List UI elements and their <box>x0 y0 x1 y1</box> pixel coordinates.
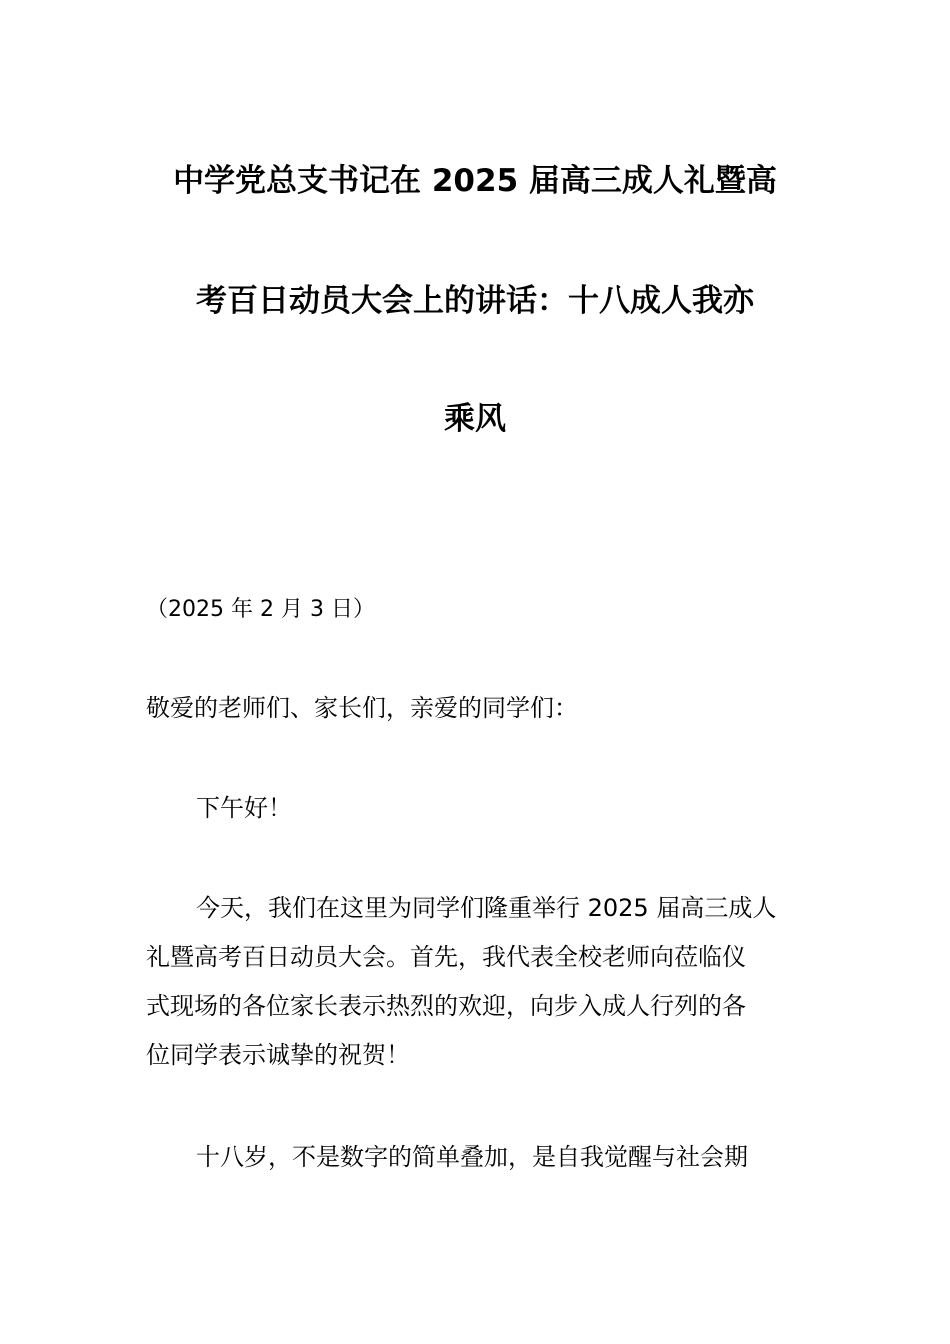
paragraph-1 <box>146 884 811 1080</box>
paragraph-1-line: 礼暨高考百日动员大会。首先，我代表全校老师向莅临仪 <box>146 943 746 971</box>
paragraph-1-line: 式现场的各位家长表示热烈的欢迎，向步入成人行列的各 <box>146 992 746 1020</box>
salutation: 敬爱的老师们、家长们，亲爱的同学们： <box>146 694 578 722</box>
document-title-line-2: 考百日动员大会上的讲话：十八成人我亦 <box>196 283 754 319</box>
paragraph-1-line: 今天，我们在这里为同学们隆重举行 2025 届高三成人 <box>196 894 777 922</box>
paragraph-1-line: 位同学表示诚挚的祝贺！ <box>146 1041 410 1069</box>
document-title-line-1: 中学党总支书记在 2025 届高三成人礼暨高 <box>173 163 777 199</box>
speech-date: （2025 年 2 月 3 日） <box>146 597 375 622</box>
paragraph-2: 十八岁，不是数字的简单叠加，是自我觉醒与社会期 <box>196 1143 748 1171</box>
document-title-line-3: 乘风 <box>444 401 506 437</box>
greeting: 下午好！ <box>196 794 292 822</box>
